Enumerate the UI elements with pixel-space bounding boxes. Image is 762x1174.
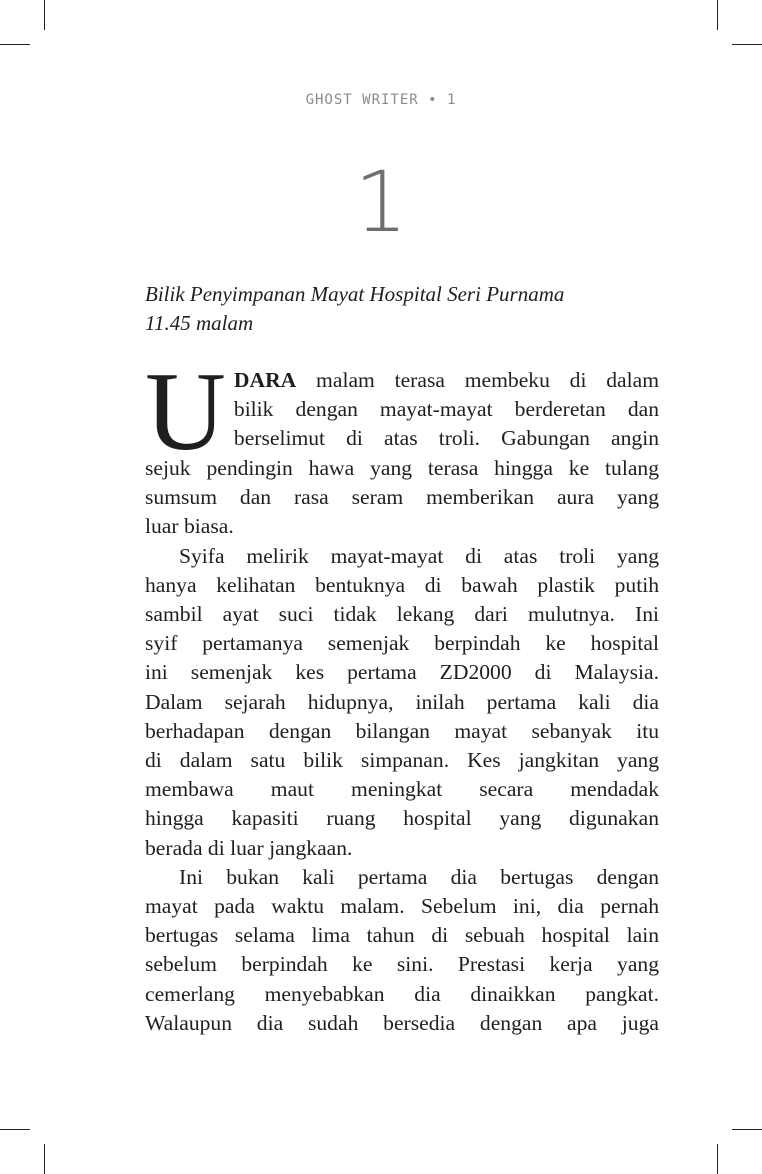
running-header: GHOST WRITER • 1 <box>305 92 457 108</box>
text-line: sejuk pendingin hawa yang terasa hingga ke tulang <box>145 456 659 480</box>
lead-word: DARA <box>233 368 297 392</box>
text-line: bertugas selama lima tahun di sebuah hospital lain <box>145 923 659 948</box>
text-line: sebelum berpindah ke sini. Prestasi kerja yang <box>145 952 659 977</box>
crop-mark-bottom-right-horizontal <box>732 1129 762 1130</box>
text-line: bilik dengan mayat-mayat berderetan dan <box>233 397 659 422</box>
text-line-rest: malam terasa membeku di dalam <box>296 368 659 392</box>
crop-mark-bottom-left-vertical <box>44 1144 45 1174</box>
chapter-body <box>145 350 659 1038</box>
text-line: luar biasa. <box>145 514 234 539</box>
text-line: Ini bukan kali pertama dia bertugas dengan <box>179 864 659 889</box>
text-line: sambil ayat suci tidak lekang dari mulutnya. Ini <box>145 602 659 627</box>
paragraph-3 <box>145 863 659 1038</box>
crop-mark-top-left-vertical <box>44 0 45 30</box>
crop-mark-bottom-left-horizontal <box>0 1129 30 1130</box>
paragraph-2 <box>145 542 659 863</box>
text-line: Dalam sejarah hidupnya, inilah pertama kali dia <box>145 689 659 714</box>
drop-cap: U <box>145 350 226 474</box>
text-line: berhadapan dengan bilangan mayat sebanyak itu <box>145 718 659 743</box>
crop-mark-top-right-horizontal <box>732 44 762 45</box>
text-line: membawa maut meningkat secara mendadak <box>145 777 659 802</box>
text-line: berada di luar jangkaan. <box>145 835 353 860</box>
crop-mark-top-left-horizontal <box>0 44 30 45</box>
text-line: Syifa melirik mayat-mayat di atas troli yang <box>179 543 659 568</box>
crop-mark-bottom-right-vertical <box>717 1144 718 1174</box>
text-line: di dalam satu bilik simpanan. Kes jangkitan yang <box>145 748 659 773</box>
text-line: ini semenjak kes pertama ZD2000 di Malaysia. <box>145 660 659 685</box>
text-line: syif pertamanya semenjak berpindah ke hospital <box>145 631 659 656</box>
setting-location: Bilik Penyimpanan Mayat Hospital Seri Purnama <box>145 282 565 306</box>
text-line: hanya kelihatan bentuknya di bawah plastik putih <box>145 572 659 597</box>
text-line: berselimut di atas troli. Gabungan angin <box>233 426 659 451</box>
setting-time: 11.45 malam <box>145 311 254 335</box>
crop-mark-top-right-vertical <box>717 0 718 30</box>
chapter-setting <box>145 280 645 338</box>
text-line: mayat pada waktu malam. Sebelum ini, dia pernah <box>145 894 659 919</box>
text-line: Walaupun dia sudah bersedia dengan apa juga <box>145 1010 659 1035</box>
paragraph-1 <box>145 350 659 542</box>
text-line: cemerlang menyebabkan dia dinaikkan pangkat. <box>145 981 659 1006</box>
text-line: hingga kapasiti ruang hospital yang digunakan <box>145 806 659 831</box>
chapter-number: 1 <box>354 153 408 251</box>
text-line: sumsum dan rasa seram memberikan aura yang <box>145 485 659 510</box>
